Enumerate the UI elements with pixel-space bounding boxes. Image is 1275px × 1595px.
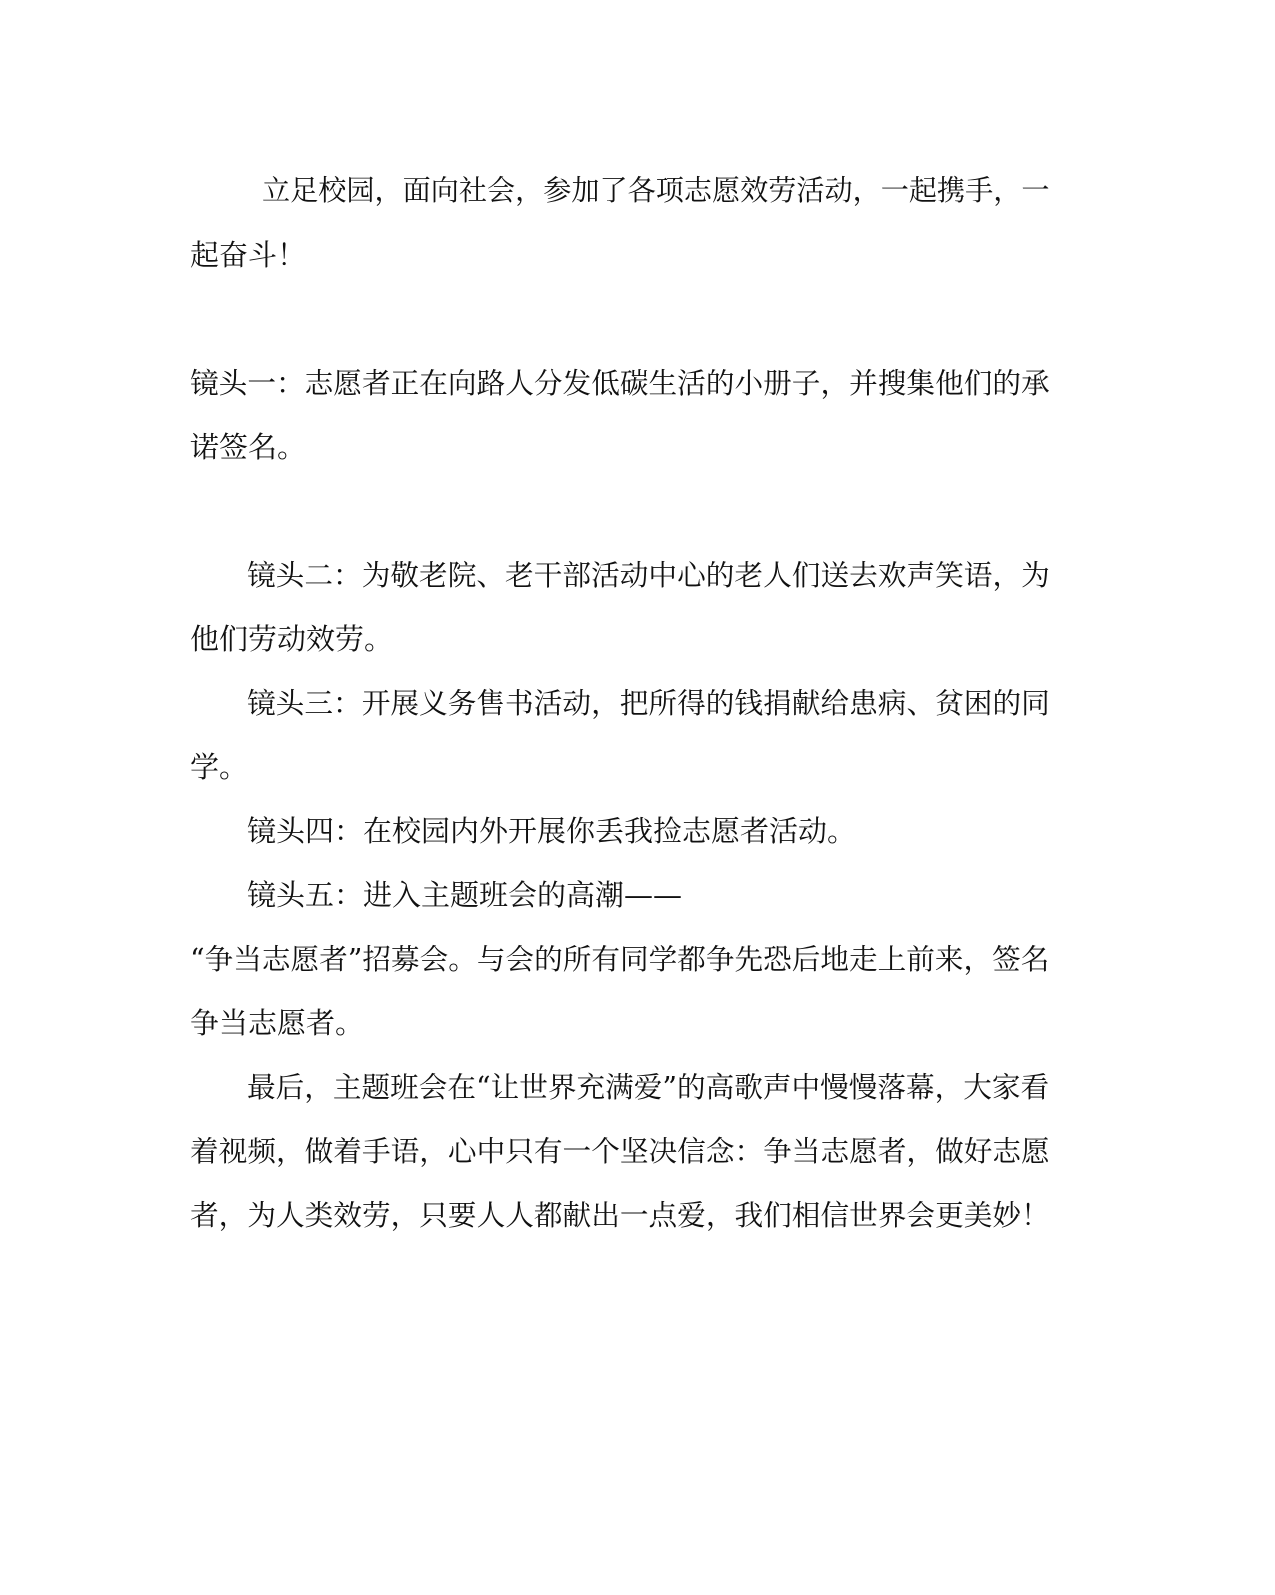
paragraph-intro-line-2: 起奋斗！ [190, 238, 307, 272]
shot-three-line-2: 学。 [190, 750, 249, 784]
shot-three-line-1: 镜头三：开展义务售书活动，把所得的钱捐献给患病、贫困的同 [247, 686, 1050, 720]
shot-two-line-1: 镜头二：为敬老院、老干部活动中心的老人们送去欢声笑语，为 [247, 558, 1050, 592]
shot-four-line: 镜头四：在校园内外开展你丢我捡志愿者活动。 [247, 814, 857, 848]
shot-five-line-1: 镜头五：进入主题班会的高潮—— [247, 878, 683, 912]
shot-five-line-3: 争当志愿者。 [190, 1006, 365, 1040]
closing-line-2: 着视频，做着手语，心中只有一个坚决信念：争当志愿者，做好志愿 [190, 1134, 1050, 1168]
shot-one-line-1: 镜头一：志愿者正在向路人分发低碳生活的小册子，并搜集他们的承 [190, 366, 1050, 400]
shot-five-line-2: “争当志愿者”招募会。与会的所有同学都争先恐后地走上前来，签名 [190, 942, 1050, 976]
closing-line-3: 者，为人类效劳，只要人人都献出一点爱，我们相信世界会更美妙！ [190, 1198, 1050, 1232]
closing-line-1: 最后，主题班会在“让世界充满爱”的高歌声中慢慢落幕，大家看 [247, 1070, 1050, 1104]
shot-one-line-2: 诺签名。 [190, 430, 307, 464]
paragraph-intro-line-1: 立足校园，面向社会，参加了各项志愿效劳活动，一起携手，一 [262, 174, 1050, 207]
shot-two-line-2: 他们劳动效劳。 [190, 622, 394, 656]
